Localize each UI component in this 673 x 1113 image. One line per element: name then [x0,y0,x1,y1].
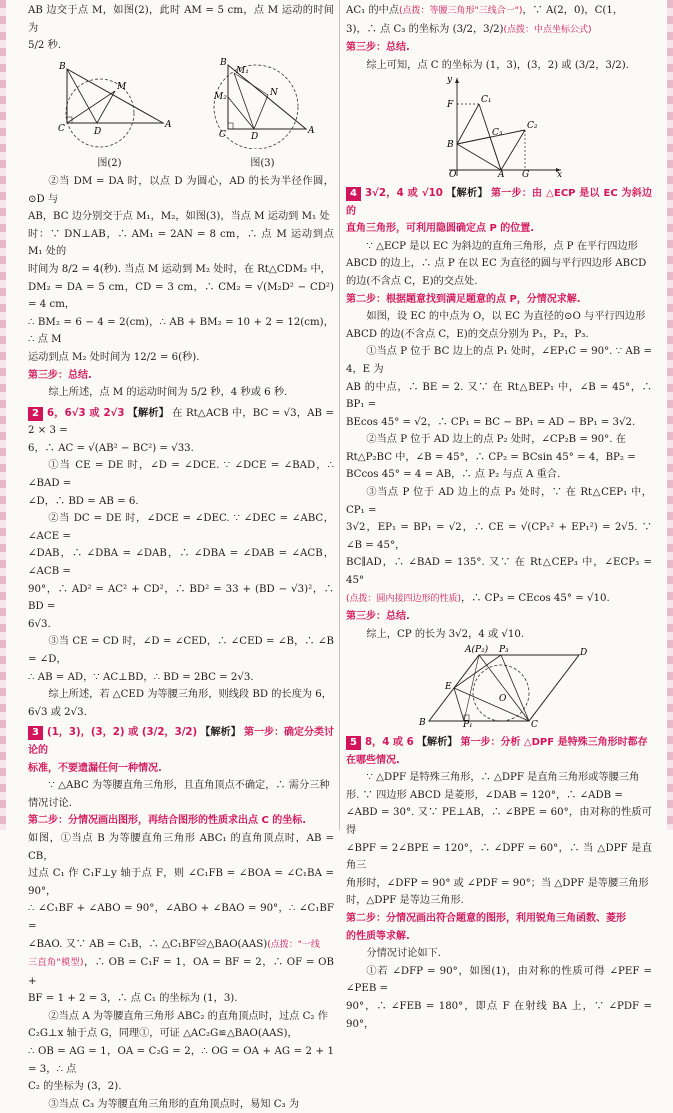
coordinate-diagram [429,74,569,178]
analysis-tag: 【解析】 [416,737,458,748]
step-heading: 第一步：由 △ECP 是以 EC 为斜边的 [346,187,652,217]
point-label: P₁ [463,720,473,728]
figure-row [28,57,334,173]
text-line: ①当 CE = DE 时，∠D = ∠DCE. ∵ ∠DCE = ∠BAD，∴ ∠BAD = [28,460,334,490]
figure-2-diagram [45,57,175,149]
question-2-header [28,405,334,440]
text-line: 时，△DPF 是等边三角形. [346,895,464,907]
text-line: 角形时，∠DFP = 90° 或 ∠PDF = 90°；当 △DPF 是等腰三角形 [346,877,649,889]
point-label: A(P₂) [465,645,489,656]
step-heading: 在哪些情况. [346,754,400,766]
text-line: ③当点 C₃ 为等腰直角三角形的直角顶点时，易知 C₃ 为 [48,1098,300,1110]
text-line: DM₂ = DA = 5 cm，CD = 3 cm，∴ CM₂ = √(M₂D² − CD²) = 4 cm， [28,281,334,311]
question-4-header [346,185,652,220]
text-line: 分情况讨论如下. [366,948,441,960]
text-line [346,2,652,21]
question-3-header [28,724,334,759]
text-line: 过点 C₁ 作 C₁F⊥y 轴于点 F，则 ∠C₁FB = ∠BOA = ∠C₁BA = 90°， [28,868,334,897]
fig3-label: M₁ [235,65,249,76]
figure-2 [45,57,175,173]
text-span: AC₁ 的中点 [346,5,400,16]
text-line: ∴ ∠C₁BF + ∠ABO = 90°，∠ABO + ∠BAO = 90°，∴ ∠C₁BF = [28,903,334,932]
text-line: AB 边交于点 M，如图(2)，此时 AM = 5 cm，点 M 运动的时间为 [28,5,334,34]
text-line: ∵ △DPF 是特殊三角形，∴ △DPF 是直角三角形或等腰三角 [366,772,640,784]
step-heading: 第三步：总结. [28,369,92,381]
text-span: 3)，∴ 点 C₃ 的坐标为 (3/2，3/2) [346,23,504,35]
text-line [346,21,652,40]
text-line: 3√2，EP₁ = BP₁ = √2，∴ CE = √(CP₁² + EP₁²) = 2√5. ∵ ∠B = 45°， [346,522,652,551]
text-line: ∴ BM₂ = 6 − 4 = 2(cm)，∴ AB + BM₂ = 10 + 2 = 12(cm)，∴ 点 M [28,316,334,346]
parallelogram-figure [346,643,652,734]
point-label: C₃ [492,128,503,139]
fig2-label: C [57,123,65,134]
parallelogram-diagram [409,643,589,727]
step-heading: 的性质等求解. [346,930,410,942]
text-line [28,954,334,990]
text-line: ①当点 P 位于 BC 边上的点 P₁ 处时，∠EP₁C = 90°. ∵ AB = 4，E 为 [346,346,652,375]
fig3-label: N [269,87,278,98]
step-heading: 第二步：根据题意找到满足题意的点 P，分情况求解. [346,293,581,305]
text-line: 时：∵ DN⊥AB，∴ AM₁ = 2AN = 8 cm，∴ 点 M 运动到点 M₁ 处的 [28,228,334,258]
text-line: ∵ △ECP 是以 EC 为斜边的直角三角形，点 P 在平行四边形 [366,240,638,252]
fig3-label: M₂ [213,91,227,102]
point-label: O [499,694,507,705]
text-span: ，∵ A(2，0)，C(1， [522,5,624,16]
text-line: AB，BC 边分别交于点 M₁，M₂，如图(3)，当点 M 运动到 M₁ 处 [28,211,330,223]
text-line: ②当点 P 位于 AD 边上的点 P₂ 处时，∠CP₂B = 90°. 在 [366,434,626,446]
text-line: C₂G⊥x 轴于点 G，同理①，可证 △AC₂G≌△BAO(AAS)， [28,1028,298,1040]
text-line: ∵ △ABC 为等腰直角三角形，且直角顶点不确定，∴ 需分三种 [48,780,330,792]
fig3-label: B [219,57,227,68]
text-line: 6√3 或 2√3. [28,706,87,718]
step-heading: 第一步：分析 △DPF 是特殊三角形时都存 [460,737,648,748]
text-line: 形. ∵ 四边形 ABCD 是菱形，∠DAB = 120°，∴ ∠ADB = [346,789,623,801]
question-number-badge: 2 [28,407,43,421]
fig3-label: A [307,125,314,136]
answer: 8，4 或 6 [364,737,414,748]
text-line: 综上所述，若 △CED 为等腰三角形，则线段 BD 的长度为 6， [48,689,332,701]
step-heading: 直角三角形，可利用隐圆确定点 P 的位置. [346,223,535,235]
left-column [28,2,334,1113]
question-number-badge: 3 [28,726,43,740]
analysis-tag: 【解析】 [127,407,170,419]
coordinate-figure [346,74,652,185]
text-line: BF = 1 + 2 = 3，∴ 点 C₁ 的坐标为 (1，3). [28,993,238,1005]
text-line: ①若 ∠DFP = 90°，如图(1)，由对称的性质可得 ∠PEF = ∠PEB = [346,965,652,995]
hint-note: 三直角"模型) [28,958,84,969]
answer: 6，6√3 或 2√3 [46,407,125,419]
text-line [28,936,334,955]
text-line: 运动到点 M₂ 处时间为 12/2 = 6(秒). [28,351,200,363]
answer: 3√2，4 或 √10 [364,187,443,199]
figure-3-caption: 图(3) [250,158,275,170]
text-line: C₂ 的坐标为 (3，2). [28,1081,122,1093]
fig3-label: C [218,129,226,140]
point-label: C₁ [481,95,492,106]
text-line: 90°，∴ ∠FEB = 180°，即点 F 在射线 BA 上，∵ ∠PDF = 90°， [346,1000,652,1030]
text-line: ②当 DM = DA 时，以点 D 为圆心，AD 的长为半径作圆，⊙D 与 [28,175,334,205]
point-label: E [445,682,452,693]
point-label: B [419,718,426,728]
text-line: 6√3. [28,618,51,630]
text-line: BEcos 45° = √2，∴ CP₁ = BC − BP₁ = AD − BP₁ = 3√2. [346,416,636,428]
hint-note: (点拨：等腰三角形"三线合一") [399,6,523,16]
text-line: ∠DAB，∴ ∠DBA = ∠DAB，∴ ∠DBA = ∠DAB = ∠ACB，∠ACB = [28,548,334,578]
point-label: A [498,170,505,179]
point-label: D [580,648,588,659]
left-edge-strip [0,0,6,830]
text-line: 时间为 8/2 = 4(秒). 当点 M 运动到 M₂ 处时，在 Rt△CDM₂ 中， [28,263,331,275]
text-line: 90°，∴ AD² = AC² + CD²，∴ BD² = 33 + (BD − √3)²，∴ BD = [28,583,334,613]
text-line: BCcos 45° = 4 = AB，∴ 点 P₂ 与点 A 重合. [346,469,561,481]
text-line: 如图，设 EC 的中点为 O，以 EC 为直径的⊙O 与平行四边形 [366,311,646,323]
fig2-label: D [93,126,101,137]
analysis-tag: 【解析】 [445,187,488,199]
text-line: ABCD 的边(不含点 C，E)的交点分别为 P₁，P₂，P₃. [346,328,589,340]
right-edge-strip [667,0,673,830]
figure-2-caption: 图(2) [97,158,122,170]
figure-3 [208,57,318,173]
text-line: AB 的中点，∴ BE = 2. 又∵ 在 Rt△BEP₁ 中，∠B = 45°，∴ BP₁ = [346,381,652,411]
text-line: 如图，①当点 B 为等腰直角三角形 ABC₁ 的直角顶点时，AB = CB， [28,832,334,862]
text-line: ③当 CE = CD 时，∠D = ∠CED，∴ ∠CED = ∠B，∴ ∠B = ∠D， [28,636,334,665]
hint-note: (点拨："一线 [267,939,320,950]
text-line: ③当点 P 位于 AD 边上的点 P₃ 处时，∵ 在 Rt△CEP₁ 中，CP₁ = [346,487,652,516]
figure-3-diagram [208,57,318,149]
text-line: ∴ AB = AD，∵ AC⊥BD，∴ BD = 2BC = 2√3. [28,671,254,683]
text-line: ABCD 的边上，∴ 点 P 在以 EC 为直径的圆与平行四边形 ABCD [346,258,647,270]
text-span: ∠BAO. 又∵ AB = C₁B，∴ △C₁BF≌△BAO(AAS) [28,938,268,950]
point-label: P₃ [499,645,509,656]
hint-note: (点拨：中点坐标公式) [503,24,592,35]
axis-label: y [447,75,453,86]
right-column [346,2,652,1033]
point-label: O [449,170,457,179]
fig2-label: B [58,61,66,72]
step-heading: 第一步：确定分类讨论的 [28,727,335,756]
step-heading: 第二步：分情况画出图形，再结合图形的性质求出点 C 的坐标. [28,815,307,827]
point-label: F [447,100,454,111]
text-line: Rt△P₂BC 中，∠B = 45°，∴ CP₂ = BCsin 45° = 4，BP₂ = [346,451,636,463]
question-number-badge: 4 [346,187,361,201]
text-line: ②当 DC = DE 时，∠DCE = ∠DEC. ∵ ∠DEC = ∠ABC，∠ACE = [28,513,334,542]
text-line: ∠BPF = 2∠BPE = 120°，∴ ∠DPF = 60°，∴ 当 △DPF 是直角三 [346,842,652,872]
question-5-header [346,734,652,752]
text-line: 情况讨论. [28,797,72,809]
step-heading: 第二步：分情况画出符合题意的图形，利用锐角三角函数、菱形 [346,912,626,924]
answer: (1，3)，(3，2) 或 (3/2，3/2) [46,727,198,739]
fig2-label: A [164,119,171,130]
point-label: G [522,170,530,179]
text-line: 在 Rt△ACB 中，BC = √3，AB = 2 × 3 = [28,407,334,437]
text-line: ②当点 A 为等腰直角三角形 ABC₂ 的直角顶点时，过点 C₂ 作 [48,1010,328,1022]
text-line: ∴ OB = AG = 1，OA = C₂G = 2，∴ OG = OA + AG = 2 + 1 = 3，∴ 点 [28,1046,334,1075]
text-span: ，∴ OB = C₁F = 1，OA = BF = 2，∴ OF = OB + [28,957,335,987]
text-line: BC∥AD，∴ ∠BAD = 135°. 又∵ 在 Rt△CEP₃ 中，∠ECP₃ = 45° [346,557,652,587]
text-line: 综上所述，点 M 的运动时间为 5/2 秒，4 秒或 6 秒. [48,387,288,399]
text-line: 综上，CP 的长为 3√2，4 或 √10. [366,628,525,640]
question-number-badge: 5 [346,736,361,750]
step-heading: 第三步：总结. [346,611,410,623]
text-line: 的边(不含点 C，E)的交点处. [346,275,478,287]
hint-note: (点拨：圆内接四边形的性质) [346,593,462,604]
axis-label: x [557,170,563,179]
column-divider [339,0,340,830]
text-span: ，∴ CP₃ = CEcos 45° = √10. [461,592,610,604]
text-line: 综上可知，点 C 的坐标为 (1，3)，(3，2) 或 (3/2，3/2). [366,59,629,71]
text-line: 5/2 秒. [28,40,62,52]
fig2-label: M [116,81,126,92]
analysis-tag: 【解析】 [200,727,241,739]
step-heading: 第三步：总结. [346,42,410,54]
text-line: 6，∴ AC = √(AB² − BC²) = √33. [28,442,194,454]
text-line: ∠D，∴ BD = AB = 6. [28,495,139,507]
point-label: B [447,140,454,151]
text-line [346,590,652,609]
point-label: C [531,720,538,728]
point-label: C₂ [527,121,538,132]
text-line: ∠ABD = 30°. 又∵ PE⊥AB，∴ ∠BPE = 60°，由对称的性质可得 [346,807,652,836]
fig3-label: D [250,131,258,142]
step-heading: 标准，不要遗漏任何一种情况. [28,762,162,774]
